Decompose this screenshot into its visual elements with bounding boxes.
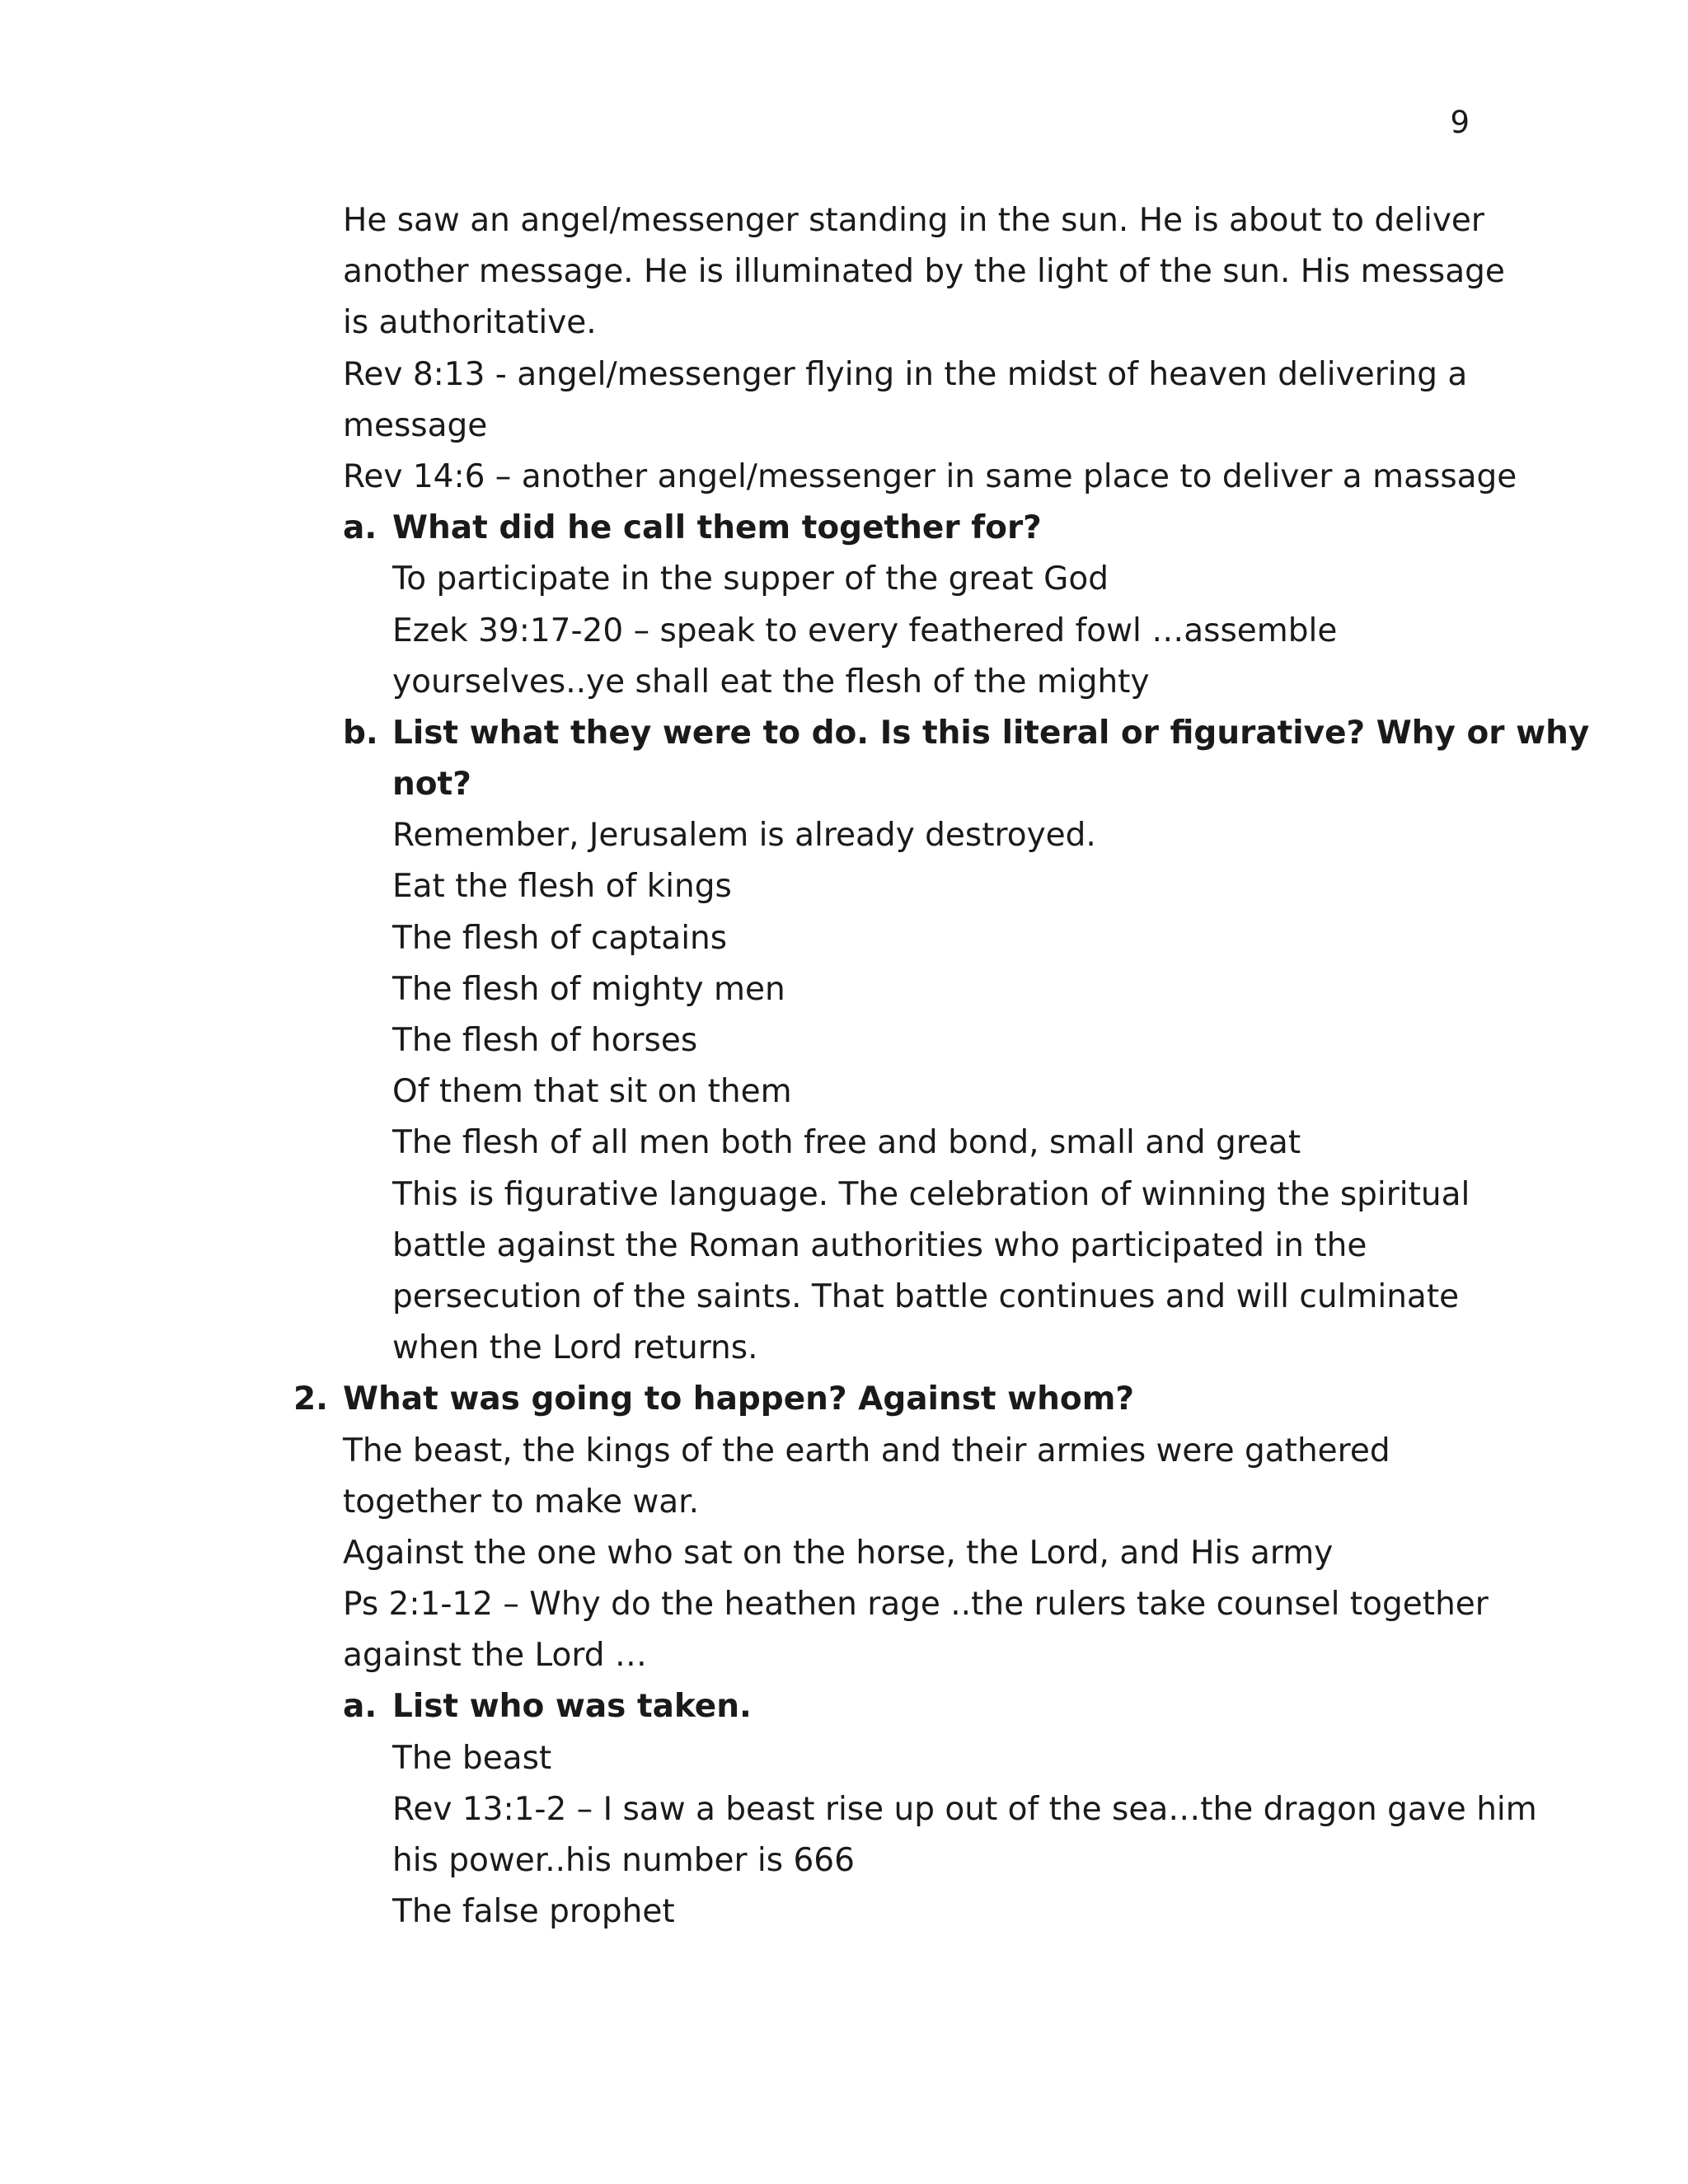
- question-heading: 2. What was going to happen? Against whom?: [0, 1374, 1688, 1425]
- question-heading: b. List what they were to do. Is this literal or figurative? Why or why: [0, 708, 1688, 759]
- body-line: The beast, the kings of the earth and their armies were gathered: [343, 1432, 1390, 1469]
- question-heading: a. List who was taken.: [0, 1681, 1688, 1732]
- body-line: message: [343, 406, 488, 444]
- body-line: Ps 2:1-12 – Why do the heathen rage ..the rulers take counsel together: [343, 1586, 1489, 1624]
- list-marker: b.: [343, 714, 378, 752]
- body-line: Remember, Jerusalem is already destroyed.: [392, 817, 1096, 855]
- body-line: together to make war.: [343, 1483, 700, 1521]
- body-line: The beast: [392, 1739, 552, 1777]
- body-line: Rev 14:6 – another angel/messenger in same place to deliver a massage: [343, 457, 1517, 495]
- body-line: battle against the Roman authorities who participated in the: [392, 1226, 1367, 1264]
- body-line: Of them that sit on them: [392, 1073, 792, 1111]
- body-line: when the Lord returns.: [392, 1329, 758, 1367]
- list-marker: a.: [343, 509, 377, 547]
- body-line: He saw an angel/messenger standing in the sun. He is about to deliver: [343, 202, 1484, 239]
- body-line: The false prophet: [392, 1893, 675, 1931]
- body-line: The flesh of captains: [392, 919, 728, 957]
- body-line: To participate in the supper of the great God: [392, 560, 1109, 598]
- body-line: Rev 13:1-2 – I saw a beast rise up out of the sea…the dragon gave him: [392, 1790, 1537, 1828]
- question-heading: a. What did he call them together for?: [0, 503, 1688, 554]
- list-marker: a.: [343, 1688, 377, 1726]
- body-line: The flesh of horses: [392, 1022, 698, 1059]
- body-line: his power..his number is 666: [392, 1842, 855, 1879]
- body-line: yourselves..ye shall eat the flesh of the mighty: [392, 663, 1150, 701]
- body-line: Rev 8:13 - angel/messenger flying in the midst of heaven delivering a: [343, 355, 1468, 393]
- body-line: The flesh of mighty men: [392, 970, 785, 1008]
- body-line: is authoritative.: [343, 304, 597, 342]
- body-line: Eat the flesh of kings: [392, 868, 732, 906]
- body-line: Ezek 39:17-20 – speak to every feathered fowl …assemble: [392, 612, 1338, 649]
- question-heading-continued: not?: [392, 766, 471, 804]
- body-line: persecution of the saints. That battle continues and will culminate: [392, 1277, 1460, 1315]
- page-number: 9: [1450, 105, 1470, 140]
- body-line: Against the one who sat on the horse, the Lord, and His army: [343, 1534, 1334, 1572]
- body-line: This is figurative language. The celebration of winning the spiritual: [392, 1175, 1470, 1213]
- body-line: another message. He is illuminated by the light of the sun. His message: [343, 253, 1505, 291]
- body-line: against the Lord …: [343, 1637, 647, 1675]
- document-body: [0, 195, 1688, 1938]
- list-marker: 2.: [293, 1380, 328, 1418]
- body-line: The flesh of all men both free and bond, small and great: [392, 1124, 1301, 1162]
